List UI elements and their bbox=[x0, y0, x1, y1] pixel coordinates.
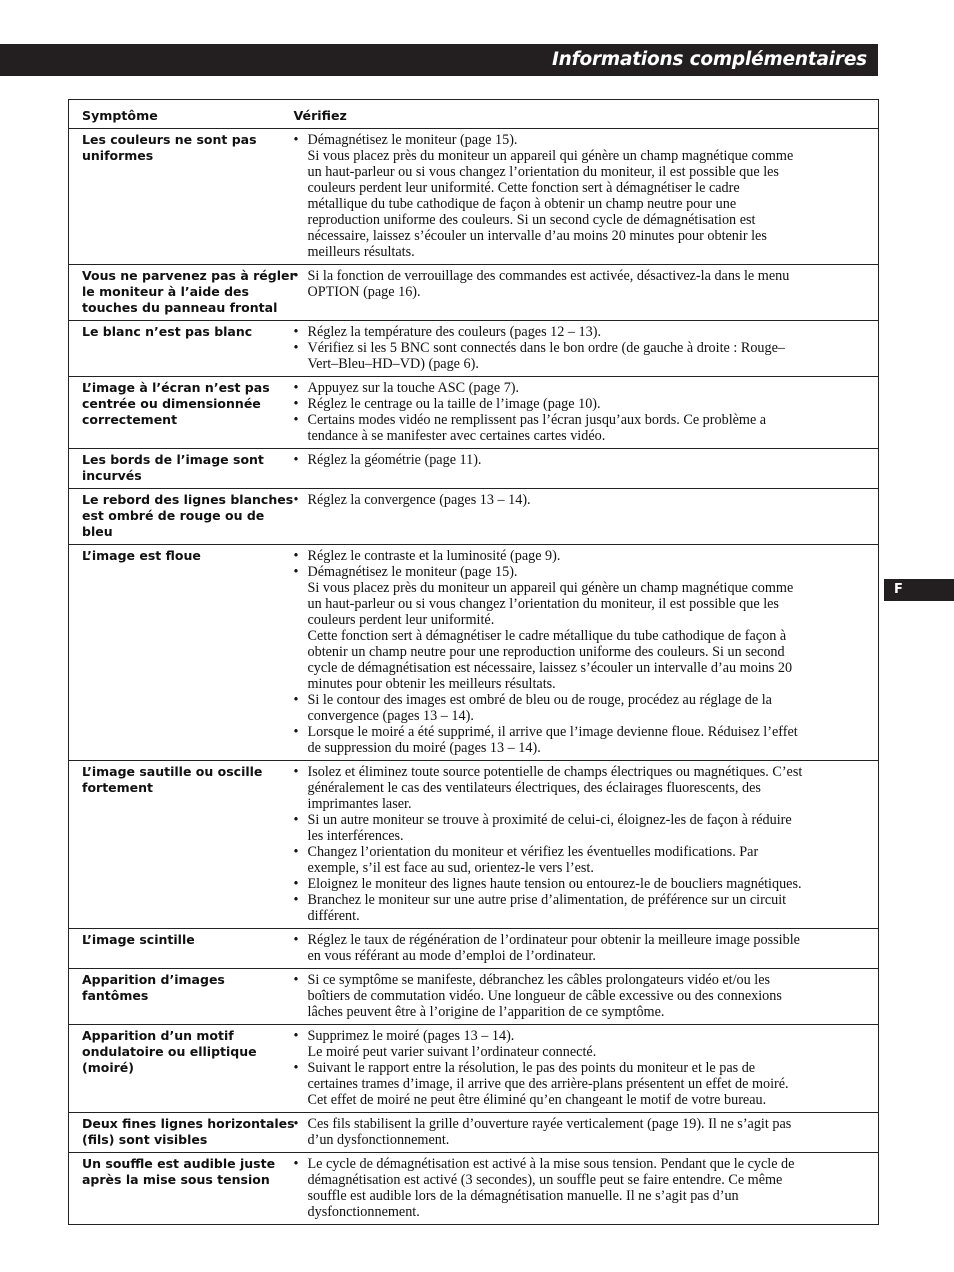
check-bullet-item bbox=[294, 932, 869, 964]
check-text-line: • Réglez le taux de régénération de l’ordinateur pour obtenir la meilleure image possible bbox=[307, 932, 800, 948]
check-text-line: souffle est audible lors de la démagnétisation manuelle. Il ne s’agit pas d’un bbox=[307, 1188, 739, 1204]
check-text-line: • Démagnétisez le moniteur (page 15). bbox=[307, 132, 518, 148]
check-text-line: • Si ce symptôme se manifeste, débranchez les câbles prolongateurs vidéo et/ou les bbox=[307, 972, 771, 988]
check-text-line: • Réglez le centrage ou la taille de l’image (page 10). bbox=[307, 396, 601, 412]
check-text-line: • Démagnétisez le moniteur (page 15). bbox=[307, 564, 518, 580]
check-cell bbox=[288, 129, 879, 265]
symptom-cell bbox=[69, 129, 288, 265]
check-cell bbox=[288, 929, 879, 969]
symptom-text-line: uniformes bbox=[82, 148, 154, 163]
check-bullet-item bbox=[294, 340, 869, 372]
table-row bbox=[69, 321, 879, 377]
check-cell bbox=[288, 1025, 879, 1113]
check-text-line: convergence (pages 13 – 14). bbox=[307, 708, 474, 724]
table-row bbox=[69, 969, 879, 1025]
table-row bbox=[69, 1153, 879, 1225]
check-text-line: tendance à se manifester avec certaines cartes vidéo. bbox=[307, 428, 606, 444]
check-text-line: les interférences. bbox=[307, 828, 404, 844]
symptom-text-line: Un souffle est audible juste bbox=[82, 1156, 276, 1171]
check-cell bbox=[288, 761, 879, 929]
check-bullet-item bbox=[294, 812, 869, 844]
check-text-line: en vous référant au mode d’emploi de l’ordinateur. bbox=[307, 948, 596, 964]
check-cell bbox=[288, 545, 879, 761]
check-bullet-item bbox=[294, 1156, 869, 1220]
symptom-cell bbox=[69, 1153, 288, 1225]
check-bullet-item bbox=[294, 492, 869, 508]
check-bullet-item bbox=[294, 724, 869, 756]
symptom-cell bbox=[69, 321, 288, 377]
table-row bbox=[69, 761, 879, 929]
language-tab: F bbox=[884, 579, 954, 601]
check-bullet-item bbox=[294, 268, 869, 300]
check-text-line: reproduction uniforme des couleurs. Si un second cycle de démagnétisation est bbox=[307, 212, 756, 228]
symptom-text-line: ondulatoire ou elliptique bbox=[82, 1044, 257, 1059]
symptom-text-line: fortement bbox=[82, 780, 154, 795]
check-text-line: • Suivant le rapport entre la résolution, le pas des points du moniteur et le pas de bbox=[307, 1060, 756, 1076]
check-text-line: démagnétisation est activé (3 secondes), un souffle peut se faire entendre. Ce même bbox=[307, 1172, 783, 1188]
symptom-text-line: touches du panneau frontal bbox=[82, 300, 278, 315]
check-text-line: différent. bbox=[307, 908, 360, 924]
symptom-text-line: fantômes bbox=[82, 988, 149, 1003]
check-text-line: lâches peuvent être à l’origine de l’apparition de ce symptôme. bbox=[307, 1004, 665, 1020]
check-bullet-item bbox=[294, 324, 869, 340]
check-text-line: cycle de démagnétisation est nécessaire, laissez s’écouler un intervalle d’au moins 20 bbox=[307, 660, 793, 676]
symptom-text-line: Vous ne parvenez pas à régler bbox=[82, 268, 296, 283]
symptom-cell bbox=[69, 489, 294, 545]
table-row bbox=[69, 1113, 879, 1153]
symptom-text-line: incurvés bbox=[82, 468, 142, 483]
check-bullet-item bbox=[294, 764, 869, 812]
section-header-bar bbox=[0, 44, 878, 76]
symptom-cell bbox=[69, 1025, 288, 1113]
symptom-text-line: Apparition d’images bbox=[82, 972, 225, 987]
table-header-row bbox=[69, 100, 879, 129]
symptom-text-line: L’image à l’écran n’est pas bbox=[82, 380, 270, 395]
check-bullet-item bbox=[294, 1028, 869, 1060]
check-text-line: un haut-parleur ou si vous changez l’orientation du moniteur, il est possible que les bbox=[307, 596, 779, 612]
check-text-line: • Appuyez sur la touche ASC (page 7). bbox=[307, 380, 520, 396]
symptom-cell bbox=[69, 929, 288, 969]
check-text-line: • Réglez le contraste et la luminosité (page 9). bbox=[307, 548, 561, 564]
check-text-line: meilleurs résultats. bbox=[307, 244, 415, 260]
check-text-line: • Si la fonction de verrouillage des commandes est activée, désactivez-la dans le menu bbox=[307, 268, 790, 284]
symptom-text-line: correctement bbox=[82, 412, 178, 427]
symptom-text-line: (fils) sont visibles bbox=[82, 1132, 208, 1147]
check-bullet-item bbox=[294, 564, 869, 692]
check-text-line: • Si un autre moniteur se trouve à proximité de celui-ci, éloignez-les de façon à réduire bbox=[307, 812, 792, 828]
check-text-line: • Ces fils stabilisent la grille d’ouverture rayée verticalement (page 19). Il ne s’agit pas bbox=[307, 1116, 792, 1132]
symptom-text-line: bleu bbox=[82, 524, 113, 539]
check-bullet-item bbox=[294, 1060, 869, 1108]
check-text-line: • Certains modes vidéo ne remplissent pas l’écran jusqu’aux bords. Ce problème a bbox=[307, 412, 767, 428]
symptom-text-line: Deux fines lignes horizontales bbox=[82, 1116, 295, 1131]
check-cell bbox=[288, 489, 879, 545]
symptom-text-line: le moniteur à l’aide des bbox=[82, 284, 249, 299]
check-text-line: • Réglez la température des couleurs (pages 12 – 13). bbox=[307, 324, 601, 340]
check-text-line: boîtiers de commutation vidéo. Une longueur de câble excessive ou des connexions bbox=[307, 988, 782, 1004]
check-text-line: couleurs perdent leur uniformité. bbox=[307, 612, 495, 628]
symptom-cell bbox=[69, 449, 288, 489]
table-row bbox=[69, 377, 879, 449]
symptom-text-line: (moiré) bbox=[82, 1060, 134, 1075]
check-bullet-item bbox=[294, 844, 869, 876]
symptom-text-line: L’image est floue bbox=[82, 548, 201, 563]
check-bullet-item bbox=[294, 452, 869, 468]
symptom-text-line: Les bords de l’image sont bbox=[82, 452, 264, 467]
symptom-cell bbox=[69, 265, 296, 321]
symptom-cell bbox=[69, 545, 288, 761]
table-row bbox=[69, 1025, 879, 1113]
check-bullet-item bbox=[294, 892, 869, 924]
check-text-line: métallique du tube cathodique de façon à obtenir un champ neutre pour une bbox=[307, 196, 737, 212]
check-bullet-item bbox=[294, 972, 869, 1020]
check-text-line: Le moiré peut varier suivant l’ordinateur connecté. bbox=[307, 1044, 597, 1060]
check-cell bbox=[288, 1113, 879, 1153]
check-cell bbox=[288, 377, 879, 449]
table-row bbox=[69, 489, 879, 545]
table-row bbox=[69, 929, 879, 969]
check-text-line: certaines trames d’image, il arrive que des arrière-plans présentent un effet de moiré. bbox=[307, 1076, 789, 1092]
symptom-text-line: Le rebord des lignes blanches bbox=[82, 492, 294, 507]
check-text-line: • Si le contour des images est ombré de bleu ou de rouge, procédez au réglage de la bbox=[307, 692, 772, 708]
symptom-cell bbox=[69, 761, 288, 929]
check-text-line: Vert–Bleu–HD–VD) (page 6). bbox=[307, 356, 479, 372]
check-text-line: • Eloignez le moniteur des lignes haute tension ou entourez-le de boucliers magnétiques. bbox=[307, 876, 802, 892]
check-bullet-item bbox=[294, 380, 869, 396]
check-text-line: • Supprimez le moiré (pages 13 – 14). bbox=[307, 1028, 515, 1044]
column-header-symptom: Symptôme bbox=[69, 100, 288, 129]
check-bullet-item bbox=[294, 132, 869, 260]
symptom-text-line: Les couleurs ne sont pas bbox=[82, 132, 257, 147]
table-row bbox=[69, 129, 879, 265]
table-row bbox=[69, 449, 879, 489]
check-text-line: • Isolez et éliminez toute source potentielle de champs électriques ou magnétiques. C’est bbox=[307, 764, 803, 780]
symptom-text-line: Le blanc n’est pas blanc bbox=[82, 324, 253, 339]
check-bullet-item bbox=[294, 412, 869, 444]
check-bullet-item bbox=[294, 876, 869, 892]
check-cell bbox=[288, 969, 879, 1025]
check-bullet-item bbox=[294, 548, 869, 564]
check-text-line: • Branchez le moniteur sur une autre prise d’alimentation, de préférence sur un circuit bbox=[307, 892, 787, 908]
symptom-text-line: centrée ou dimensionnée bbox=[82, 396, 261, 411]
check-text-line: nécessaire, laissez s’écouler un intervalle d’au moins 20 minutes pour obtenir les bbox=[307, 228, 767, 244]
check-text-line: minutes pour obtenir les meilleurs résultats. bbox=[307, 676, 556, 692]
check-text-line: exemple, s’il est face au sud, orientez-le vers l’est. bbox=[307, 860, 594, 876]
check-text-line: • Vérifiez si les 5 BNC sont connectés dans le bon ordre (de gauche à droite : Rouge– bbox=[307, 340, 786, 356]
check-text-line: Si vous placez près du moniteur un appareil qui génère un champ magnétique comme bbox=[307, 580, 794, 596]
check-text-line: • Le cycle de démagnétisation est activé à la mise sous tension. Pendant que le cycle de bbox=[307, 1156, 795, 1172]
check-text-line: dysfonctionnement. bbox=[307, 1204, 420, 1220]
symptom-text-line: L’image scintille bbox=[82, 932, 195, 947]
check-text-line: d’un dysfonctionnement. bbox=[307, 1132, 450, 1148]
check-text-line: • Réglez la convergence (pages 13 – 14). bbox=[307, 492, 531, 508]
check-cell bbox=[288, 321, 879, 377]
check-text-line: généralement le cas des ventilateurs électriques, des éclairages fluorescents, des bbox=[307, 780, 761, 796]
check-text-line: couleurs perdent leur uniformité. Cette fonction sert à démagnétiser le cadre bbox=[307, 180, 740, 196]
check-text-line: • Changez l’orientation du moniteur et vérifiez les éventuelles modifications. Par bbox=[307, 844, 759, 860]
symptom-cell bbox=[69, 1113, 295, 1153]
check-bullet-item bbox=[294, 396, 869, 412]
check-text-line: • Lorsque le moiré a été supprimé, il arrive que l’image devienne floue. Réduisez l’effet bbox=[307, 724, 798, 740]
symptom-cell bbox=[69, 969, 288, 1025]
troubleshooting-table bbox=[68, 99, 879, 1225]
symptom-text-line: Apparition d’un motif bbox=[82, 1028, 234, 1043]
check-text-line: Cet effet de moiré ne peut être éliminé qu’en changeant le motif de votre bureau. bbox=[307, 1092, 767, 1108]
check-text-line: OPTION (page 16). bbox=[307, 284, 421, 300]
table-body bbox=[69, 129, 879, 1225]
section-title: Informations complémentaires bbox=[551, 49, 867, 70]
check-cell bbox=[288, 1153, 879, 1225]
symptom-text-line: L’image sautille ou oscille bbox=[82, 764, 263, 779]
check-cell bbox=[288, 449, 879, 489]
check-bullet-item bbox=[294, 1116, 869, 1148]
check-text-line: Si vous placez près du moniteur un appareil qui génère un champ magnétique comme bbox=[307, 148, 794, 164]
check-text-line: un haut-parleur ou si vous changez l’orientation du moniteur, il est possible que les bbox=[307, 164, 779, 180]
symptom-text-line: est ombré de rouge ou de bbox=[82, 508, 265, 523]
check-text-line: Cette fonction sert à démagnétiser le cadre métallique du tube cathodique de façon à bbox=[307, 628, 787, 644]
check-text-line: • Réglez la géométrie (page 11). bbox=[307, 452, 482, 468]
column-header-check: Vérifiez bbox=[288, 100, 879, 129]
symptom-text-line: après la mise sous tension bbox=[82, 1172, 270, 1187]
table-row bbox=[69, 265, 879, 321]
check-bullet-item bbox=[294, 692, 869, 724]
symptom-cell bbox=[69, 377, 288, 449]
check-text-line: obtenir un champ neutre pour une reproduction uniforme des couleurs. Si un second bbox=[307, 644, 785, 660]
check-text-line: imprimantes laser. bbox=[307, 796, 412, 812]
table-row bbox=[69, 545, 879, 761]
check-text-line: de suppression du moiré (pages 13 – 14). bbox=[307, 740, 541, 756]
check-cell bbox=[288, 265, 879, 321]
